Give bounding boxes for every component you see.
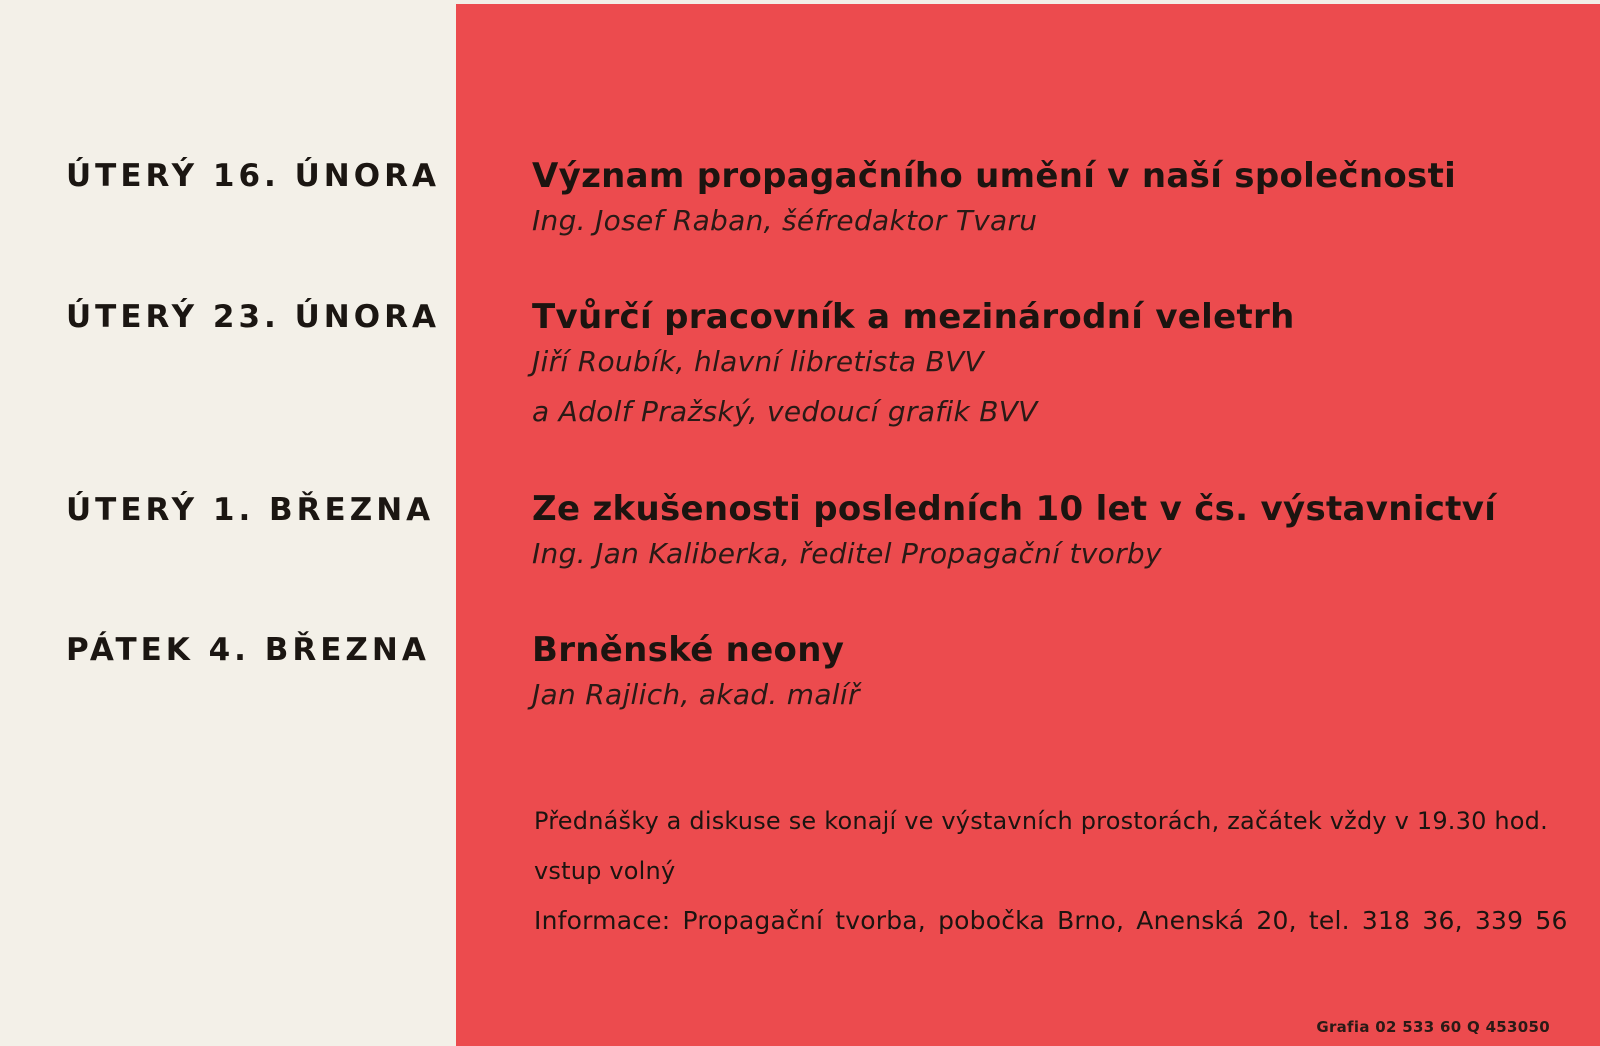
event-entry xyxy=(532,156,1562,246)
lecture-title: Ze zkušenosti posledních 10 let v čs. výstavnictví xyxy=(532,489,1497,529)
event-entry xyxy=(532,489,1562,579)
lecture-speaker: Jan Rajlich, akad. malíř xyxy=(532,678,860,711)
lecture-speaker: Ing. Josef Raban, šéfredaktor Tvaru xyxy=(532,204,1038,237)
lecture-speaker: Ing. Jan Kaliberka, ředitel Propagační tvorby xyxy=(532,537,1162,570)
printer-code: Grafia 02 533 60 Q 453050 xyxy=(1316,1018,1550,1036)
lecture-title: Tvůrčí pracovník a mezinárodní veletrh xyxy=(532,297,1295,337)
event-date: ÚTERÝ 1. BŘEZNA xyxy=(66,492,435,528)
lecture-title: Význam propagačního umění v naší společnosti xyxy=(532,156,1457,196)
lecture-speaker: a Adolf Pražský, vedoucí grafik BVV xyxy=(532,395,1038,428)
event-date: ÚTERÝ 23. ÚNORA xyxy=(66,299,440,335)
event-date: ÚTERÝ 16. ÚNORA xyxy=(66,158,440,194)
event-notes xyxy=(534,796,1568,946)
lecture-speaker: Jiří Roubík, hlavní libretista BVV xyxy=(532,345,984,378)
lecture-title: Brněnské neony xyxy=(532,630,845,670)
admission-note: vstup volný xyxy=(534,857,676,885)
contact-info: Informace: Propagační tvorba, pobočka Brno, Anenská 20, tel. 318 36, 339 56 xyxy=(534,906,1568,935)
schedule-note: Přednášky a diskuse se konají ve výstavních prostorách, začátek vždy v 19.30 hod. xyxy=(534,807,1548,835)
event-entry xyxy=(532,297,1562,437)
event-date: PÁTEK 4. BŘEZNA xyxy=(66,632,430,668)
event-entry xyxy=(532,630,1562,720)
